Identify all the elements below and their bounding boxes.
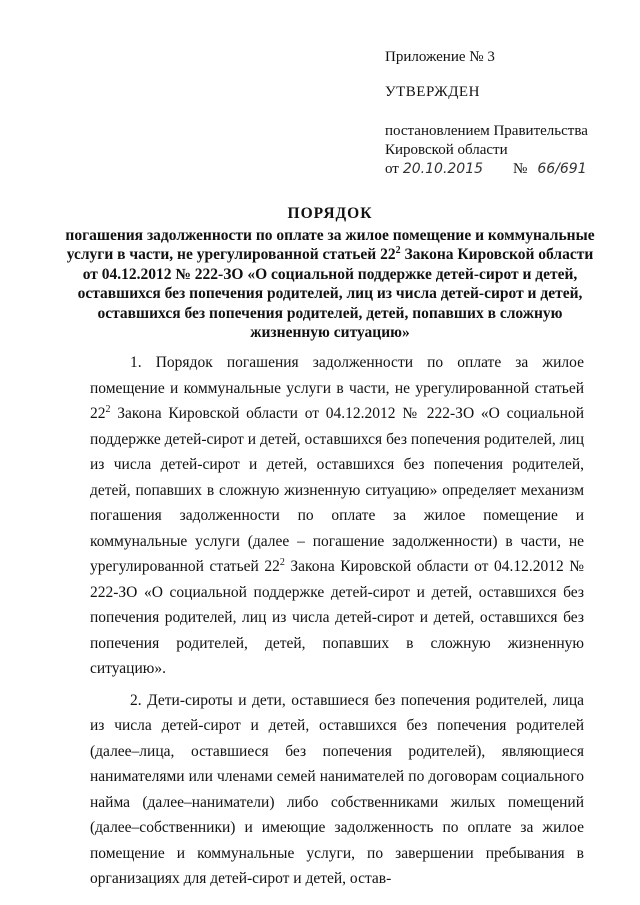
title-superscript: 2	[395, 244, 401, 256]
document-title	[60, 204, 600, 343]
approval-header	[385, 48, 625, 179]
decree-line-2: Кировской области	[385, 142, 508, 158]
handwritten-number: 66/691	[537, 161, 587, 177]
paragraph-1	[90, 350, 584, 682]
date-prefix: от	[385, 161, 399, 177]
paragraph-1-sup-2: 2	[279, 556, 285, 568]
paragraph-2: 2. Дети-сироты и дети, оставшиеся без попечения родителей, лица из числа детей-сирот и детей, оставшихся без попечения родителей (далее–лица, оставшиеся без попечения родителей), являющиеся нанимателями или членами семей нанимателей по договорам социального найма (далее–наниматели) либо собственниками жилых помещений (далее–собственники) и имеющие задолженность по оплате за жилое помещение и коммунальные услуги, по завершении пребывания в организациях для детей-сирот и детей, остав-	[90, 691, 584, 887]
appendix-label: Приложение № 3	[385, 49, 495, 65]
title-subtitle	[60, 226, 600, 343]
paragraph-1-a: 1. Порядок погашения задолженности по оплате за жилое помещение и коммунальные услуги в части, не урегулированной статьей 22	[90, 354, 584, 422]
decree-line-1: постановлением Правительства	[385, 123, 588, 139]
title-subtitle-part2: Закона Кировской области от 04.12.2012 № 222-ЗО «О социальной поддержке детей-сирот и детей, оставшихся без попечения родителей, лиц из числа детей-сирот и детей, оставшихся без попечения родителей, детей, попавших в сложную жизненную ситуацию»	[77, 246, 594, 341]
handwritten-date: 20.10.2015	[402, 161, 484, 177]
paragraph-1-c: Закона Кировской области от 04.12.2012 № 222-ЗО «О социальной поддержке детей-сирот и детей, оставшихся без попечения родителей, лиц из числа детей-сирот и детей, оставшихся без попечения родителей, детей, попавших в сложную жизненную ситуацию».	[90, 558, 585, 677]
paragraph-1-b: Закона Кировской области от 04.12.2012 № 222-ЗО «О социальной поддержке детей-сирот и детей, оставшихся без попечения родителей, лиц из числа детей-сирот и детей, оставшихся без попечения родителей, детей, попавших в сложную жизненную ситуацию» определяет механизм погашения задолженности по оплате за жилое помещение и коммунальные услуги (далее – погашение задолженности) в части, не урегулированной статьей 22	[90, 405, 584, 575]
title-subtitle-part1: погашения задолженности по оплате за жилое помещение и коммунальные услуги в части, не урегулированной статьей 22	[65, 226, 595, 263]
approved-label: УТВЕРЖДЕН	[385, 84, 480, 100]
decree-date-line	[385, 160, 625, 179]
title-heading: ПОРЯДОК	[287, 205, 373, 222]
number-prefix: №	[513, 161, 528, 177]
paragraph-1-sup-1: 2	[105, 403, 111, 415]
document-body	[90, 350, 584, 892]
